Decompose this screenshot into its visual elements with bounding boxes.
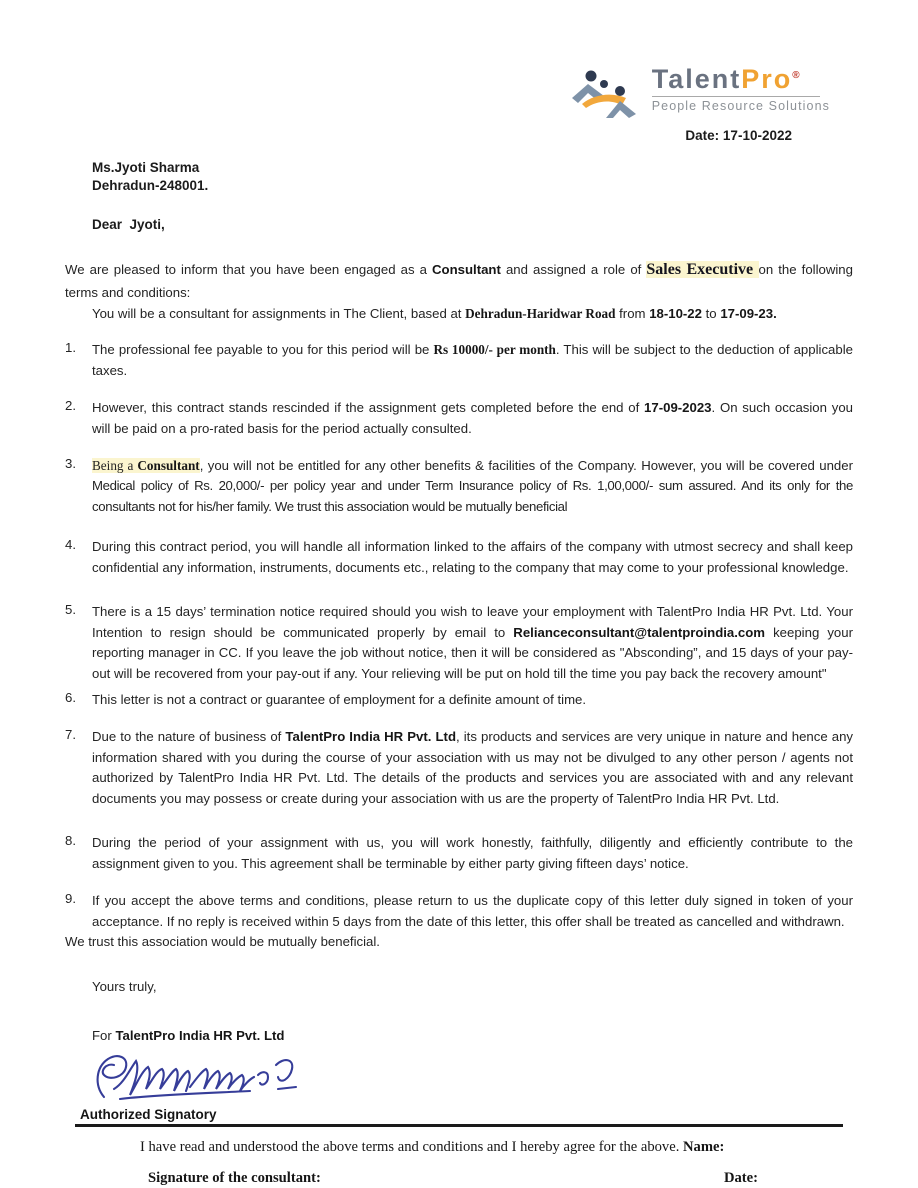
recipient-address bbox=[92, 159, 918, 195]
logo bbox=[0, 0, 918, 120]
term-item-1 bbox=[65, 340, 853, 381]
term-item-4 bbox=[65, 537, 853, 578]
term-item-5 bbox=[65, 602, 853, 684]
logo-text bbox=[652, 66, 830, 113]
handwritten-signature-icon bbox=[90, 1045, 325, 1107]
term-text: During the period of your assignment with us, you will work honestly, faithfully, diligently and efficiently contribute to the assignment given to you. This agreement shall be terminable by either party giving fifteen days’ notice. bbox=[92, 835, 853, 871]
term-text: The professional fee payable to you for this period will be Rs 10000/- per month. This will be subject to the deduction of applicable taxes. bbox=[92, 342, 853, 378]
term-item-3 bbox=[65, 456, 853, 517]
term-item-2 bbox=[65, 398, 853, 439]
term-number: 8. bbox=[65, 833, 76, 849]
term-number: 1. bbox=[65, 340, 76, 356]
term-item-6 bbox=[65, 690, 853, 710]
logo-divider bbox=[652, 96, 820, 97]
salutation: Dear Jyoti, bbox=[92, 217, 165, 233]
authorized-signatory-label: Authorized Signatory bbox=[80, 1107, 217, 1123]
term-item-8 bbox=[65, 833, 853, 874]
logo-tagline: People Resource Solutions bbox=[651, 99, 830, 113]
talentpro-people-icon bbox=[568, 68, 646, 120]
intro-paragraph-2: You will be a consultant for assignments in The Client, based at Dehradun-Haridwar Road from 18-10-22 to 17-09-23. bbox=[92, 305, 777, 321]
registered-mark-icon: ® bbox=[792, 70, 800, 81]
term-text: Being a Consultant, you will not be entitled for any other benefits & facilities of the Company. However, you will be covered under Medical policy of Rs. 20,000/- per policy year and under Term Insurance policy of Rs. 1,00,000/- sum assured. And its only for the consultants not for his/her family. We trust this association would be mutually beneficial bbox=[92, 457, 853, 514]
intro-paragraph: We are pleased to inform that you have been engaged as a Consultant and assigned a role of Sales Executive on the following terms and conditions: bbox=[65, 261, 853, 301]
term-number: 6. bbox=[65, 690, 76, 706]
term-number: 3. bbox=[65, 455, 76, 471]
term-text: During this contract period, you will handle all information linked to the affairs of the company with utmost secrecy and shall keep confidential any information, instruments, documents etc., relating to the company that may come to your professional knowledge. bbox=[92, 539, 853, 575]
recipient-name: Ms.Jyoti Sharma bbox=[92, 160, 200, 175]
term-number: 7. bbox=[65, 727, 76, 743]
term-text: Due to the nature of business of TalentPro India HR Pvt. Ltd, its products and services are very unique in nature and hence any information shared with you during the course of your association with us may not be divulged to any other person / agents not authorized by TalentPro India HR Pvt. Ltd. The details of the products and services you are associated with and any relevant documents you may possess or create during your association with us are the property of TalentPro India HR Pvt. Ltd. bbox=[92, 729, 853, 806]
recipient-city: Dehradun-248001. bbox=[92, 178, 209, 194]
signature bbox=[90, 1045, 918, 1107]
term-text: This letter is not a contract or guarantee of employment for a definite amount of time. bbox=[92, 692, 587, 708]
trust-line: We trust this association would be mutually beneficial. bbox=[65, 934, 380, 950]
for-company-line: For TalentPro India HR Pvt. Ltd bbox=[92, 1028, 285, 1044]
signatory-divider bbox=[75, 1124, 843, 1127]
closing-yours-truly: Yours truly, bbox=[92, 979, 157, 995]
term-item-9 bbox=[65, 891, 853, 932]
terms-list bbox=[65, 340, 853, 932]
footer-signature-row bbox=[148, 1170, 758, 1187]
term-number: 2. bbox=[65, 398, 76, 414]
logo-talent: Talent bbox=[651, 64, 742, 94]
footer-date-label: Date: bbox=[723, 1170, 758, 1187]
term-number: 9. bbox=[65, 891, 76, 907]
term-number: 4. bbox=[65, 537, 76, 553]
term-number: 5. bbox=[65, 602, 76, 618]
term-text: However, this contract stands rescinded if the assignment gets completed before the end of 17-09-2023. On such occasion you will be paid on a pro-rated basis for the period actually consulted. bbox=[92, 400, 854, 436]
term-item-7 bbox=[65, 727, 853, 809]
term-text: There is a 15 days’ termination notice required should you wish to leave your employment with TalentPro India HR Pvt. Ltd. Your Intention to resign should be communicated properly by email to Relianceconsultant@talentproindia.com keeping your reporting manager in CC. If you leave the job without notice, then it will be considered as "Absconding”, and 15 days of your pay-out will be recovered from your pay-out if any. Your relieving will be put on hold till the time you pay back the recovery amount" bbox=[92, 604, 853, 681]
agreement-statement: I have read and understood the above terms and conditions and I hereby agree for the above. Name: bbox=[140, 1139, 725, 1156]
consultant-signature-label: Signature of the consultant: bbox=[148, 1170, 321, 1187]
letter-date: Date: 17-10-2022 bbox=[685, 128, 792, 143]
logo-wordmark bbox=[652, 66, 830, 93]
logo-pro: Pro bbox=[741, 64, 793, 94]
term-text: If you accept the above terms and conditions, please return to us the duplicate copy of this letter duly signed in token of your acceptance. If no reply is received within 5 days from the date of this letter, this offer shall be treated as cancelled and withdrawn. bbox=[92, 893, 853, 929]
